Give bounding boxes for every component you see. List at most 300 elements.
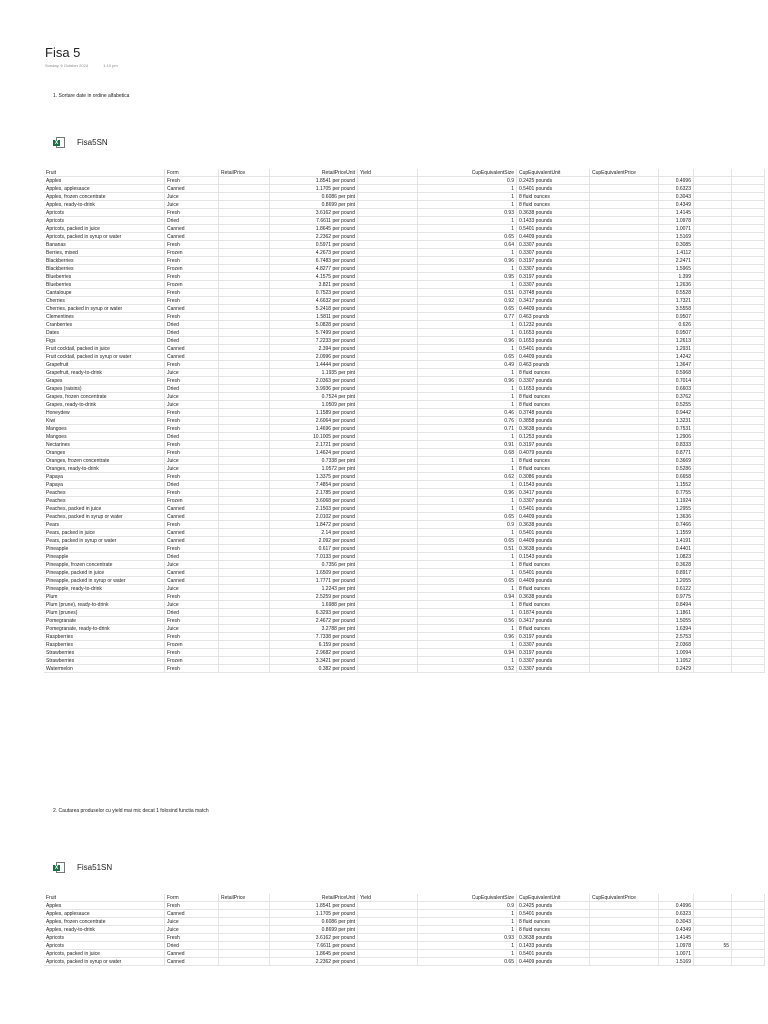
table-cell: [732, 377, 765, 385]
table-cell: Peaches: [44, 489, 165, 497]
table-cell: Pomegranate: [44, 617, 165, 625]
table-cell: Apricots, packed in syrup or water: [44, 233, 165, 241]
table-cell: [358, 529, 418, 537]
table-cell: [694, 657, 732, 665]
table-cell: [590, 481, 659, 489]
table-cell: 0.51: [418, 289, 517, 297]
table-cell: [732, 569, 765, 577]
table-cell: [219, 617, 270, 625]
table-cell: [694, 409, 732, 417]
table-cell: [694, 225, 732, 233]
table-cell: 8 fluid ounces: [517, 926, 590, 934]
table-cell: 1.7771 per pound: [270, 577, 358, 585]
table-cell: 0.56: [418, 617, 517, 625]
table-cell: Grapes (raisins): [44, 385, 165, 393]
table-cell: 0.3043: [659, 193, 694, 201]
table-cell: 3.6162 per pound: [270, 934, 358, 942]
table-cell: 1.1705 per pound: [270, 185, 358, 193]
table-cell: [219, 545, 270, 553]
table-cell: 0.5401 pounds: [517, 225, 590, 233]
table-cell: Grapes, frozen concentrate: [44, 393, 165, 401]
table-cell: 1.2931: [659, 345, 694, 353]
table-cell: [590, 633, 659, 641]
table-cell: 0.2425 pounds: [517, 177, 590, 185]
table-cell: Raspberries: [44, 641, 165, 649]
table-cell: Fresh: [165, 649, 219, 657]
embedded-file-2[interactable]: [53, 860, 112, 874]
table-cell: 0.68: [418, 449, 517, 457]
table-cell: Fresh: [165, 665, 219, 673]
table-cell: 2.2471: [659, 257, 694, 265]
table-cell: [732, 345, 765, 353]
table-cell: 0.5968: [659, 369, 694, 377]
column-header: [659, 169, 694, 177]
table-cell: Apricots: [44, 942, 165, 950]
table-cell: [358, 473, 418, 481]
table-cell: 1.0978: [659, 942, 694, 950]
table-cell: Figs: [44, 337, 165, 345]
table-cell: 0.6658: [659, 473, 694, 481]
table-cell: 3.5558: [659, 305, 694, 313]
table-cell: [358, 441, 418, 449]
table-cell: 0.94: [418, 649, 517, 657]
table-cell: Peaches, packed in syrup or water: [44, 513, 165, 521]
table-cell: 0.3307 pounds: [517, 249, 590, 257]
table-cell: [219, 633, 270, 641]
table-cell: [694, 217, 732, 225]
table-cell: [732, 441, 765, 449]
table-cell: 1.5811 per pound: [270, 313, 358, 321]
table-cell: [590, 449, 659, 457]
table-cell: [219, 569, 270, 577]
table-cell: [694, 417, 732, 425]
column-header: CupEquivalentUnit: [517, 169, 590, 177]
table-cell: 0.3638 pounds: [517, 593, 590, 601]
table-cell: Fresh: [165, 177, 219, 185]
table-cell: Frozen: [165, 265, 219, 273]
table-cell: 1: [418, 217, 517, 225]
table-cell: 1.2055: [659, 577, 694, 585]
table-cell: [358, 617, 418, 625]
table-cell: [219, 193, 270, 201]
table-cell: [732, 425, 765, 433]
table-cell: [732, 457, 765, 465]
table-cell: [358, 649, 418, 657]
table-cell: 0.8699 per pint: [270, 926, 358, 934]
page-date: Sunday, 6 October 2024: [45, 63, 89, 68]
table-cell: [732, 337, 765, 345]
table-cell: 1: [418, 926, 517, 934]
table-cell: [732, 497, 765, 505]
table-cell: [732, 657, 765, 665]
table-cell: 10.1005 per pound: [270, 433, 358, 441]
table-cell: 1: [418, 657, 517, 665]
table-cell: [358, 425, 418, 433]
table-cell: 1.2243 per pint: [270, 585, 358, 593]
table-cell: 1.5169: [659, 233, 694, 241]
table-cell: [590, 625, 659, 633]
column-header: CupEquivalentSize: [418, 894, 517, 902]
table-cell: Apples, ready-to-drink: [44, 201, 165, 209]
table-cell: [694, 593, 732, 601]
table-cell: 0.3638 pounds: [517, 209, 590, 217]
table-cell: [590, 273, 659, 281]
table-cell: Papaya: [44, 481, 165, 489]
table-cell: Fresh: [165, 361, 219, 369]
table-cell: 1.4444 per pound: [270, 361, 358, 369]
table-cell: 0.1874 pounds: [517, 609, 590, 617]
table-cell: Fresh: [165, 409, 219, 417]
table-cell: Strawberries: [44, 657, 165, 665]
table-cell: Apricots, packed in juice: [44, 950, 165, 958]
table-cell: [219, 369, 270, 377]
page-time: 1:10 pm: [103, 63, 118, 68]
table-cell: [590, 902, 659, 910]
table-cell: 0.5401 pounds: [517, 910, 590, 918]
table-cell: 1.3231: [659, 417, 694, 425]
table-cell: 0.1232 pounds: [517, 321, 590, 329]
table-cell: 1.4242: [659, 353, 694, 361]
table-cell: [590, 601, 659, 609]
table-cell: 0.3669: [659, 457, 694, 465]
table-cell: 1: [418, 281, 517, 289]
table-cell: [219, 209, 270, 217]
table-cell: 2.092 per pound: [270, 537, 358, 545]
column-header: [694, 169, 732, 177]
table-cell: [358, 521, 418, 529]
table-cell: [219, 361, 270, 369]
table-cell: [694, 489, 732, 497]
table-cell: 1.0094: [659, 649, 694, 657]
table-cell: 0.1433 pounds: [517, 217, 590, 225]
table-cell: [694, 209, 732, 217]
column-header: CupEquivalentPrice: [590, 894, 659, 902]
table-cell: [694, 585, 732, 593]
table-cell: 0.5286: [659, 465, 694, 473]
table-cell: [732, 265, 765, 273]
table-cell: [358, 625, 418, 633]
table-cell: 1.1559: [659, 529, 694, 537]
table-cell: [219, 225, 270, 233]
table-cell: Juice: [165, 561, 219, 569]
table-cell: Apricots: [44, 217, 165, 225]
table-cell: [694, 665, 732, 673]
table-cell: [219, 958, 270, 966]
excel-file-icon: X: [53, 862, 65, 873]
table-cell: [219, 281, 270, 289]
table-cell: 1: [418, 369, 517, 377]
table-cell: [694, 313, 732, 321]
table-cell: [358, 201, 418, 209]
table-cell: [590, 385, 659, 393]
table-cell: Fresh: [165, 593, 219, 601]
table-cell: [358, 633, 418, 641]
table-cell: [694, 233, 732, 241]
table-cell: [358, 297, 418, 305]
table-cell: Peaches, packed in juice: [44, 505, 165, 513]
table-cell: [219, 289, 270, 297]
table-cell: [694, 465, 732, 473]
table-cell: [694, 321, 732, 329]
table-cell: [358, 553, 418, 561]
table-cell: [219, 513, 270, 521]
table-cell: [219, 457, 270, 465]
table-cell: 0.5401 pounds: [517, 345, 590, 353]
table-cell: Dried: [165, 321, 219, 329]
column-header: [694, 894, 732, 902]
table-cell: 0.7466: [659, 521, 694, 529]
table-cell: [358, 305, 418, 313]
table-cell: [694, 393, 732, 401]
table-cell: [358, 465, 418, 473]
table-cell: [358, 361, 418, 369]
table-cell: [694, 617, 732, 625]
table-cell: 5.7499 per pound: [270, 329, 358, 337]
table-cell: [694, 481, 732, 489]
table-cell: [590, 926, 659, 934]
table-cell: 6.3293 per pound: [270, 609, 358, 617]
table-cell: Fresh: [165, 545, 219, 553]
table-cell: [694, 385, 732, 393]
table-cell: [358, 265, 418, 273]
table-cell: 1: [418, 553, 517, 561]
table-cell: [590, 281, 659, 289]
table-cell: [694, 577, 732, 585]
table-cell: 0.8917: [659, 569, 694, 577]
table-cell: [694, 281, 732, 289]
table-cell: [219, 601, 270, 609]
table-cell: [358, 257, 418, 265]
table-cell: 0.9: [418, 902, 517, 910]
table-cell: Pineapple, frozen concentrate: [44, 561, 165, 569]
table-cell: [694, 449, 732, 457]
table-cell: [694, 950, 732, 958]
table-cell: [694, 497, 732, 505]
column-header: [732, 894, 765, 902]
table-cell: 1.8645 per pound: [270, 225, 358, 233]
table-cell: 0.5401 pounds: [517, 950, 590, 958]
table-cell: Frozen: [165, 641, 219, 649]
table-cell: [590, 910, 659, 918]
table-cell: 55: [694, 942, 732, 950]
table-cell: [358, 249, 418, 257]
table-cell: Kiwi: [44, 417, 165, 425]
table-cell: 0.1433 pounds: [517, 942, 590, 950]
table-cell: [590, 417, 659, 425]
table-cell: Fresh: [165, 489, 219, 497]
table-cell: [590, 241, 659, 249]
table-cell: Fresh: [165, 617, 219, 625]
table-cell: [358, 241, 418, 249]
table-cell: [590, 209, 659, 217]
table-cell: 2.1785 per pound: [270, 489, 358, 497]
table-cell: 0.4079 pounds: [517, 449, 590, 457]
table-cell: 0.5528: [659, 289, 694, 297]
table-cell: 0.6086 per pint: [270, 918, 358, 926]
table-cell: 1.6988 per pint: [270, 601, 358, 609]
table-cell: [358, 185, 418, 193]
section-2-heading: 2. Cautarea produselor cu yield mai mic decat 1 folosind functia match: [53, 808, 209, 814]
table-cell: Apples: [44, 177, 165, 185]
table-cell: Pears: [44, 521, 165, 529]
table-cell: Blueberries: [44, 281, 165, 289]
table-cell: [590, 617, 659, 625]
table-cell: [694, 401, 732, 409]
table-cell: 0.8771: [659, 449, 694, 457]
table-cell: [732, 289, 765, 297]
table-cell: [732, 934, 765, 942]
table-cell: 7.0133 per pound: [270, 553, 358, 561]
table-cell: Pineapple: [44, 553, 165, 561]
embedded-file-1[interactable]: [53, 135, 108, 149]
table-cell: 0.3307 pounds: [517, 657, 590, 665]
table-cell: 0.64: [418, 241, 517, 249]
table-cell: [590, 457, 659, 465]
table-cell: [694, 561, 732, 569]
table-cell: [358, 489, 418, 497]
table-cell: Dried: [165, 481, 219, 489]
table-cell: 2.1503 per pound: [270, 505, 358, 513]
table-cell: 0.91: [418, 441, 517, 449]
table-cell: [732, 926, 765, 934]
table-cell: [358, 657, 418, 665]
table-cell: [219, 353, 270, 361]
table-cell: [732, 617, 765, 625]
table-cell: [358, 313, 418, 321]
table-cell: Fresh: [165, 257, 219, 265]
table-cell: 1.6394: [659, 625, 694, 633]
table-cell: 7.4854 per pound: [270, 481, 358, 489]
table-cell: 1: [418, 910, 517, 918]
table-cell: [590, 465, 659, 473]
table-cell: [590, 337, 659, 345]
table-cell: [219, 233, 270, 241]
table-cell: [358, 289, 418, 297]
table-cell: [732, 513, 765, 521]
table-cell: [358, 902, 418, 910]
table-cell: 1.4624 per pound: [270, 449, 358, 457]
table-cell: [590, 329, 659, 337]
table-cell: [590, 585, 659, 593]
table-cell: 2.5753: [659, 633, 694, 641]
table-cell: 0.4996: [659, 902, 694, 910]
table-cell: Dried: [165, 553, 219, 561]
table-cell: 4.8277 per pound: [270, 265, 358, 273]
table-cell: [219, 641, 270, 649]
table-cell: 0.7014: [659, 377, 694, 385]
table-cell: [219, 329, 270, 337]
column-header: [659, 894, 694, 902]
table-cell: 0.3748 pounds: [517, 289, 590, 297]
table-cell: Fruit cocktail, packed in syrup or water: [44, 353, 165, 361]
table-cell: 1: [418, 249, 517, 257]
table-cell: Juice: [165, 369, 219, 377]
table-cell: 1.2636: [659, 281, 694, 289]
table-cell: Fresh: [165, 902, 219, 910]
table-cell: Fresh: [165, 473, 219, 481]
table-cell: [358, 177, 418, 185]
table-cell: [732, 409, 765, 417]
table-cell: [732, 201, 765, 209]
table-cell: 8 fluid ounces: [517, 193, 590, 201]
table-cell: [358, 958, 418, 966]
table-cell: Dried: [165, 609, 219, 617]
table-cell: Canned: [165, 910, 219, 918]
table-cell: 0.7524 per pint: [270, 393, 358, 401]
table-cell: [694, 441, 732, 449]
table-cell: 4.1575 per pound: [270, 273, 358, 281]
table-cell: 0.9: [418, 521, 517, 529]
table-cell: [694, 425, 732, 433]
column-header: RetailPriceUnit: [270, 894, 358, 902]
table-cell: [732, 433, 765, 441]
table-cell: [694, 305, 732, 313]
table-cell: 8 fluid ounces: [517, 918, 590, 926]
table-cell: [358, 545, 418, 553]
table-cell: Frozen: [165, 657, 219, 665]
table-cell: 0.3762: [659, 393, 694, 401]
table-cell: [732, 665, 765, 673]
table-cell: 7.7338 per pound: [270, 633, 358, 641]
table-cell: [694, 177, 732, 185]
table-cell: [694, 902, 732, 910]
table-cell: 8 fluid ounces: [517, 601, 590, 609]
table-cell: Canned: [165, 185, 219, 193]
table-cell: 0.3307 pounds: [517, 641, 590, 649]
table-cell: [358, 417, 418, 425]
table-cell: [358, 601, 418, 609]
table-cell: [732, 257, 765, 265]
embedded-file-name: Fisa5SN: [77, 137, 108, 147]
table-cell: 0.463 pounds: [517, 361, 590, 369]
table-cell: 0.3628: [659, 561, 694, 569]
table-cell: 1.0071: [659, 225, 694, 233]
table-cell: [358, 481, 418, 489]
table-cell: 1: [418, 265, 517, 273]
table-cell: [694, 377, 732, 385]
table-cell: [219, 481, 270, 489]
table-cell: 0.1543 pounds: [517, 481, 590, 489]
table-cell: 3.6162 per pound: [270, 209, 358, 217]
table-cell: [732, 958, 765, 966]
table-cell: 0.7531: [659, 425, 694, 433]
table-cell: 0.3307 pounds: [517, 241, 590, 249]
table-cell: [219, 385, 270, 393]
table-cell: [590, 529, 659, 537]
table-cell: [219, 449, 270, 457]
table-cell: [590, 553, 659, 561]
table-cell: Canned: [165, 513, 219, 521]
table-cell: Fresh: [165, 297, 219, 305]
table-cell: 0.2425 pounds: [517, 902, 590, 910]
table-cell: [732, 185, 765, 193]
table-cell: Juice: [165, 625, 219, 633]
table-cell: Canned: [165, 958, 219, 966]
table-cell: [732, 313, 765, 321]
table-cell: [590, 950, 659, 958]
table-cell: Nectarines: [44, 441, 165, 449]
table-cell: 0.46: [418, 409, 517, 417]
table-cell: 1: [418, 225, 517, 233]
table-cell: [694, 193, 732, 201]
table-cell: [219, 473, 270, 481]
table-cell: [590, 353, 659, 361]
table-cell: 6.159 per pound: [270, 641, 358, 649]
table-cell: 0.3417 pounds: [517, 617, 590, 625]
table-cell: 0.3638 pounds: [517, 934, 590, 942]
table-cell: Strawberries: [44, 649, 165, 657]
table-cell: 1.3647: [659, 361, 694, 369]
